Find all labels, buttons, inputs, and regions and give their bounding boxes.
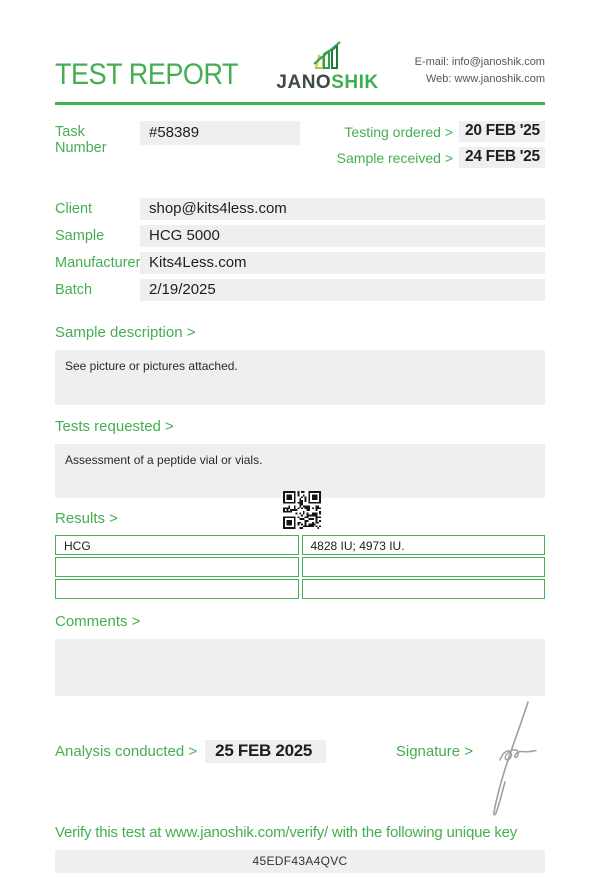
testing-ordered-label: Testing ordered > — [344, 123, 453, 140]
comments-heading: Comments > — [55, 613, 141, 630]
results-table — [55, 535, 545, 599]
client-value: shop@kits4less.com — [140, 198, 545, 220]
result-value-cell: 4828 IU; 4973 IU. — [302, 535, 546, 555]
contact-block — [415, 54, 545, 92]
table-row — [55, 557, 545, 577]
results-heading: Results > — [55, 510, 118, 527]
manufacturer-label: Manufacturer — [55, 255, 141, 271]
batch-label: Batch — [55, 282, 93, 298]
result-analyte-cell: HCG — [55, 535, 299, 555]
info-row-manufacturer — [55, 252, 545, 274]
header-divider — [55, 102, 545, 105]
verify-text: Verify this test at www.janoshik.com/verify/ with the following unique key — [55, 824, 518, 841]
info-row-client — [55, 198, 545, 220]
sample-description-heading: Sample description > — [55, 324, 196, 341]
testing-ordered-date: 20 FEB '25 — [459, 121, 545, 142]
comments-section — [55, 613, 545, 696]
bar-chart-growth-icon — [306, 40, 350, 72]
meta-section — [55, 121, 545, 168]
dates-block — [333, 121, 545, 168]
sample-description-section — [55, 324, 545, 405]
logo-text-shik: SHIK — [331, 72, 379, 93]
sample-description-box: See picture or pictures attached. — [55, 350, 545, 405]
header — [55, 30, 545, 92]
result-analyte-cell — [55, 557, 299, 577]
info-row-sample — [55, 225, 545, 247]
logo-text-jano: JANO — [276, 72, 332, 93]
signature-label: Signature > — [395, 742, 473, 760]
qr-code — [283, 491, 321, 529]
tests-requested-section — [55, 418, 545, 498]
contact-web — [415, 71, 545, 88]
comments-box — [55, 639, 545, 696]
analysis-conducted-row — [55, 740, 326, 763]
table-row — [55, 579, 545, 599]
info-row-batch — [55, 279, 545, 301]
logo-wordmark — [276, 73, 378, 92]
email-label: E-mail: — [414, 55, 449, 68]
tests-requested-heading: Tests requested > — [55, 418, 174, 435]
web-value: www.janoshik.com — [454, 72, 545, 85]
info-fields — [55, 198, 545, 301]
footer-row — [55, 738, 545, 764]
page-title: TEST REPORT — [55, 58, 239, 91]
unique-key: 45EDF43A4QVC — [55, 850, 545, 873]
task-number-label: Task Number — [55, 124, 107, 156]
manufacturer-value: Kits4Less.com — [140, 252, 545, 274]
result-value-cell — [302, 579, 546, 599]
contact-email — [415, 54, 545, 71]
sample-label: Sample — [55, 228, 105, 244]
sample-received-label: Sample received > — [336, 149, 453, 166]
batch-value: 2/19/2025 — [140, 279, 545, 301]
task-number-row — [55, 121, 300, 168]
janoshik-logo — [276, 40, 378, 92]
analysis-conducted-date: 25 FEB 2025 — [205, 740, 326, 763]
results-section — [55, 510, 545, 599]
tests-requested-box: Assessment of a peptide vial or vials. — [55, 444, 545, 498]
sample-received-row — [333, 147, 545, 168]
sample-value: HCG 5000 — [140, 225, 545, 247]
client-label: Client — [55, 201, 93, 217]
testing-ordered-row — [333, 121, 545, 142]
web-label: Web: — [425, 72, 452, 85]
analysis-conducted-label: Analysis conducted > — [55, 742, 198, 760]
sample-received-date: 24 FEB '25 — [459, 147, 545, 168]
email-value: info@janoshik.com — [451, 55, 545, 68]
result-analyte-cell — [55, 579, 299, 599]
table-row — [55, 535, 545, 555]
task-number-value: #58389 — [140, 121, 300, 145]
result-value-cell — [302, 557, 546, 577]
